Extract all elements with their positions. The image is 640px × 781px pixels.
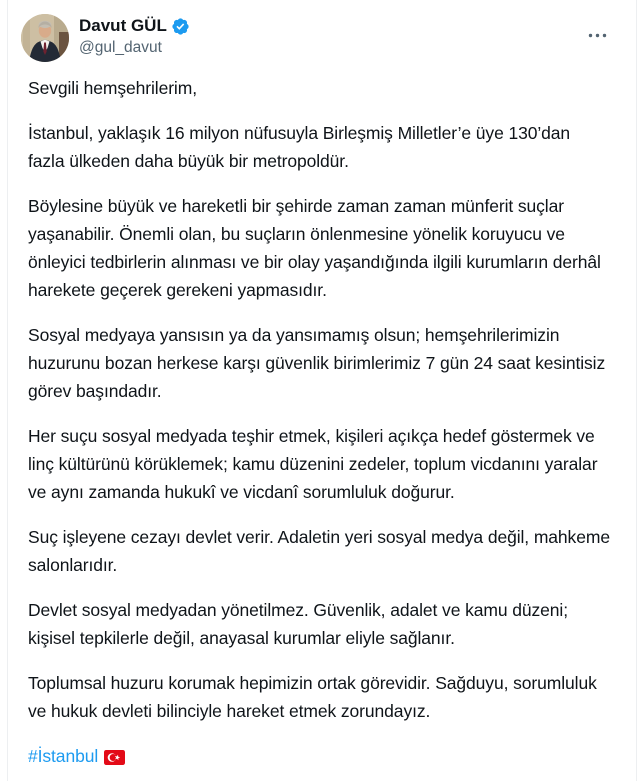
tweet-paragraph: Böylesine büyük ve hareketli bir şehirde zaman zaman münferit suçlar yaşanabilir. Önemli olan, bu suçların önlenmesine yönelik koruyucu ve önleyici tedbirlerin alınması ve bir olay yaşandığında ilgili kurumların derhâl harekete geçerek gerekeni yapmasıdır. xyxy=(28,196,601,300)
tweet-header xyxy=(21,14,612,62)
tweet-body xyxy=(21,74,612,770)
verified-badge-icon xyxy=(171,17,190,36)
more-options-icon xyxy=(588,33,607,38)
tweet-paragraph: Sevgili hemşehrilerim, xyxy=(28,78,197,98)
hashtag-istanbul-link[interactable]: #İstanbul xyxy=(28,746,99,766)
hashtag-line xyxy=(28,742,610,770)
author-name[interactable]: Davut GÜL xyxy=(79,16,167,35)
more-options-button[interactable] xyxy=(584,22,610,48)
tweet-paragraph: Her suçu sosyal medyada teşhir etmek, kişileri açıkça hedef göstermek ve linç kültürünü körüklemek; kamu düzenini zedeler, toplum vicdanını yaralar ve aynı zamanda hukukî ve vicdanî sorumluluk doğurur. xyxy=(28,426,598,502)
avatar[interactable] xyxy=(21,14,69,62)
author-name-row xyxy=(79,16,190,36)
tweet-paragraph: Toplumsal huzuru korumak hepimizin ortak görevidir. Sağduyu, sorumluluk ve hukuk devleti bilinciyle hareket etmek zorundayız. xyxy=(28,673,597,721)
turkish-flag-icon xyxy=(104,750,125,765)
profile-photo-icon xyxy=(21,14,69,62)
tweet-paragraph: Suç işleyene cezayı devlet verir. Adaletin yeri sosyal medya değil, mahkeme salonlarıdır. xyxy=(28,527,610,575)
author-handle[interactable]: @gul_davut xyxy=(79,39,162,56)
tweet-paragraph: Sosyal medyaya yansısın ya da yansımamış olsun; hemşehrilerimizin huzurunu bozan herkese karşı güvenlik birimlerimiz 7 gün 24 saat kesintisiz görev başındadır. xyxy=(28,325,606,401)
tweet-paragraph: İstanbul, yaklaşık 16 milyon nüfusuyla Birleşmiş Milletler’e üye 130’dan fazla ülkeden daha büyük bir metropoldür. xyxy=(28,123,571,171)
tweet-paragraph: Devlet sosyal medyadan yönetilmez. Güvenlik, adalet ve kamu düzeni; kişisel tepkilerle değil, anayasal kurumlar eliyle sağlanır. xyxy=(28,600,568,648)
author-block xyxy=(79,14,190,58)
tweet-card xyxy=(7,0,637,781)
